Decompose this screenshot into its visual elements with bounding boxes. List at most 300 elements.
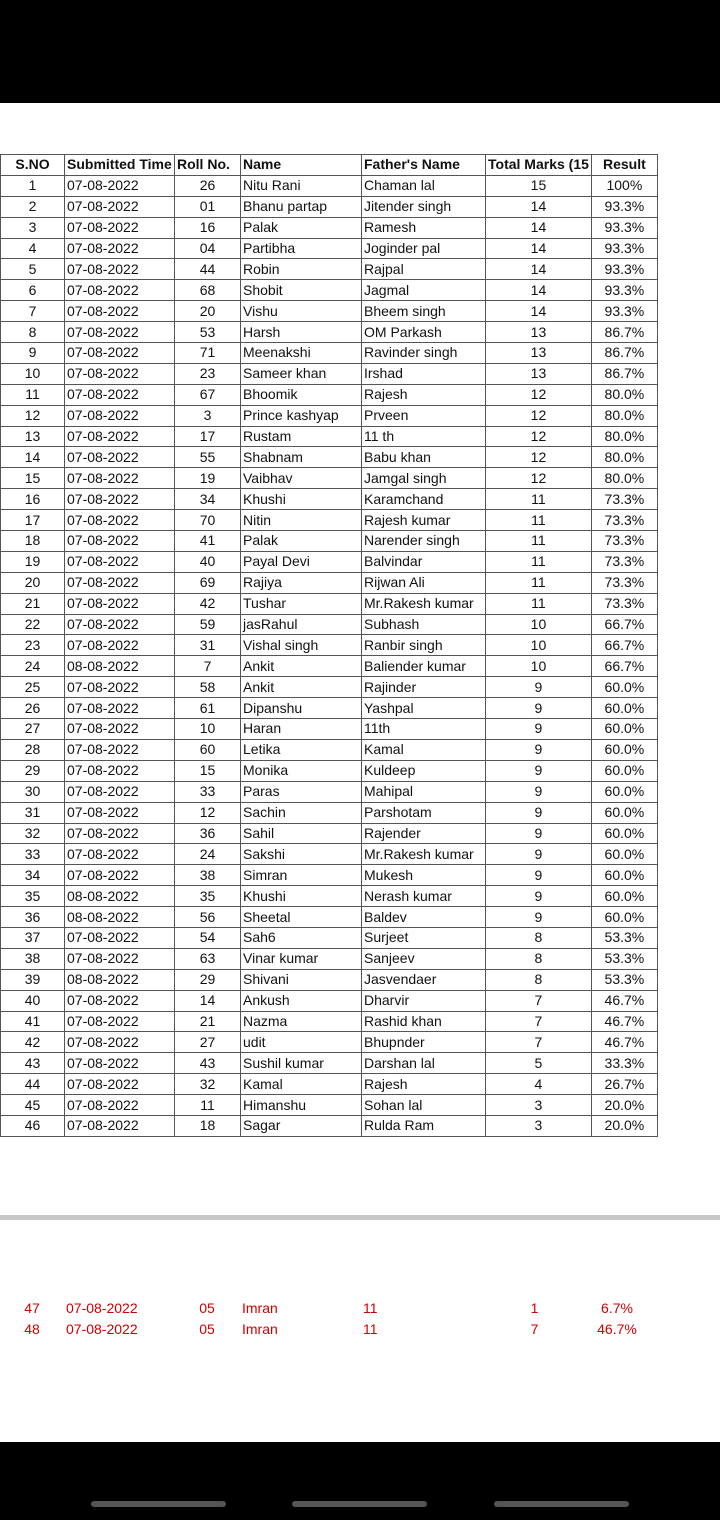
- cell-fathers-name: Kamal: [362, 739, 486, 760]
- cell-result: 93.3%: [591, 301, 657, 322]
- table-row: [1, 1095, 658, 1116]
- results-table: [0, 154, 658, 1137]
- cell-sno: 14: [1, 447, 65, 468]
- cell-sno: 15: [1, 468, 65, 489]
- cell-total-marks: 9: [486, 886, 592, 907]
- cell-roll-no: 17: [175, 426, 241, 447]
- nav-pill-right[interactable]: [494, 1501, 629, 1507]
- table-row: [1, 886, 658, 907]
- cell-total-marks: 10: [486, 656, 592, 677]
- cell-total-marks: 14: [486, 196, 592, 217]
- cell-sno: 17: [1, 510, 65, 531]
- cell-total-marks: 9: [486, 760, 592, 781]
- cell-submitted-time: 07-08-2022: [65, 802, 175, 823]
- cell-total-marks: 9: [486, 698, 592, 719]
- cell-sno: 23: [1, 635, 65, 656]
- table-row: [1, 719, 658, 740]
- cell-roll-no: 3: [175, 405, 241, 426]
- cell-total-marks: 7: [486, 990, 592, 1011]
- cell-fathers-name: Prveen: [362, 405, 486, 426]
- cell-result: 33.3%: [591, 1053, 657, 1074]
- cell-roll-no: 05: [199, 1300, 215, 1316]
- cell-sno: 43: [1, 1053, 65, 1074]
- cell-sno: 48: [24, 1321, 40, 1337]
- cell-fathers-name: OM Parkash: [362, 322, 486, 343]
- cell-total-marks: 9: [486, 677, 592, 698]
- cell-name: Nitin: [241, 510, 362, 531]
- cell-name: udit: [241, 1032, 362, 1053]
- cell-roll-no: 24: [175, 844, 241, 865]
- cell-result: 73.3%: [591, 510, 657, 531]
- cell-name: Vishu: [241, 301, 362, 322]
- cell-roll-no: 38: [175, 865, 241, 886]
- cell-roll-no: 44: [175, 259, 241, 280]
- cell-name: Vinar kumar: [241, 948, 362, 969]
- cell-fathers-name: Sohan lal: [362, 1095, 486, 1116]
- table-row: [1, 969, 658, 990]
- cell-total-marks: 3: [486, 1115, 592, 1136]
- cell-sno: 28: [1, 739, 65, 760]
- table-row: [1, 175, 658, 196]
- cell-fathers-name: Jitender singh: [362, 196, 486, 217]
- cell-fathers-name: 11th: [362, 719, 486, 740]
- cell-total-marks: 11: [486, 572, 592, 593]
- table-row: [1, 781, 658, 802]
- cell-name: Khushi: [241, 489, 362, 510]
- cell-fathers-name: Rajpal: [362, 259, 486, 280]
- cell-name: Palak: [241, 531, 362, 552]
- table-row: [1, 844, 658, 865]
- cell-submitted-time: 07-08-2022: [65, 384, 175, 405]
- cell-name: Ankit: [241, 656, 362, 677]
- cell-sno: 42: [1, 1032, 65, 1053]
- cell-roll-no: 05: [199, 1321, 215, 1337]
- cell-fathers-name: Joginder pal: [362, 238, 486, 259]
- cell-sno: 25: [1, 677, 65, 698]
- cell-roll-no: 31: [175, 635, 241, 656]
- cell-total-marks: 14: [486, 217, 592, 238]
- cell-sno: 38: [1, 948, 65, 969]
- cell-sno: 19: [1, 551, 65, 572]
- cell-sno: 33: [1, 844, 65, 865]
- cell-roll-no: 67: [175, 384, 241, 405]
- table-row: [1, 1011, 658, 1032]
- cell-name: Payal Devi: [241, 551, 362, 572]
- cell-total-marks: 7: [486, 1032, 592, 1053]
- cell-sno: 45: [1, 1095, 65, 1116]
- cell-submitted-time: 07-08-2022: [65, 531, 175, 552]
- cell-name: Robin: [241, 259, 362, 280]
- cell-name: Sah6: [241, 927, 362, 948]
- cell-result: 73.3%: [591, 572, 657, 593]
- cell-name: Vaibhav: [241, 468, 362, 489]
- table-row: [1, 865, 658, 886]
- cell-result: 80.0%: [591, 384, 657, 405]
- cell-fathers-name: Mahipal: [362, 781, 486, 802]
- cell-fathers-name: Babu khan: [362, 447, 486, 468]
- cell-fathers-name: Balvindar: [362, 551, 486, 572]
- cell-roll-no: 20: [175, 301, 241, 322]
- cell-name: Bhanu partap: [241, 196, 362, 217]
- cell-sno: 34: [1, 865, 65, 886]
- cell-total-marks: 5: [486, 1053, 592, 1074]
- cell-name: Himanshu: [241, 1095, 362, 1116]
- cell-roll-no: 63: [175, 948, 241, 969]
- cell-name: Letika: [241, 739, 362, 760]
- cell-sno: 29: [1, 760, 65, 781]
- table-row: [1, 698, 658, 719]
- cell-fathers-name: Darshan lal: [362, 1053, 486, 1074]
- cell-total-marks: 8: [486, 948, 592, 969]
- cell-roll-no: 56: [175, 907, 241, 928]
- table-row: [1, 384, 658, 405]
- header-total-marks: Total Marks (15: [486, 155, 592, 176]
- cell-roll-no: 41: [175, 531, 241, 552]
- cell-roll-no: 15: [175, 760, 241, 781]
- cell-sno: 12: [1, 405, 65, 426]
- cell-submitted-time: 07-08-2022: [65, 865, 175, 886]
- cell-name: Harsh: [241, 322, 362, 343]
- table-row: [1, 1032, 658, 1053]
- cell-roll-no: 26: [175, 175, 241, 196]
- cell-fathers-name: Bheem singh: [362, 301, 486, 322]
- cell-sno: 35: [1, 886, 65, 907]
- cell-submitted-time: 07-08-2022: [65, 489, 175, 510]
- cell-result: 80.0%: [591, 405, 657, 426]
- cell-total-marks: 14: [486, 280, 592, 301]
- cell-sno: 20: [1, 572, 65, 593]
- cell-roll-no: 60: [175, 739, 241, 760]
- cell-roll-no: 42: [175, 593, 241, 614]
- cell-sno: 7: [1, 301, 65, 322]
- cell-sno: 3: [1, 217, 65, 238]
- cell-result: 60.0%: [591, 907, 657, 928]
- cell-sno: 6: [1, 280, 65, 301]
- cell-roll-no: 35: [175, 886, 241, 907]
- table-row: [1, 551, 658, 572]
- cell-sno: 40: [1, 990, 65, 1011]
- table-row: [1, 238, 658, 259]
- cell-fathers-name: Irshad: [362, 363, 486, 384]
- table-row: [1, 510, 658, 531]
- cell-roll-no: 14: [175, 990, 241, 1011]
- cell-fathers-name: Yashpal: [362, 698, 486, 719]
- header-name: Name: [241, 155, 362, 176]
- header-result: Result: [591, 155, 657, 176]
- cell-name: Imran: [242, 1321, 278, 1337]
- cell-total-marks: 11: [486, 551, 592, 572]
- table-row: [1, 572, 658, 593]
- cell-fathers-name: Nerash kumar: [362, 886, 486, 907]
- cell-result: 73.3%: [591, 531, 657, 552]
- cell-name: Meenakshi: [241, 343, 362, 364]
- cell-fathers-name: Baliender kumar: [362, 656, 486, 677]
- cell-name: Palak: [241, 217, 362, 238]
- cell-fathers-name: Rajinder: [362, 677, 486, 698]
- cell-sno: 36: [1, 907, 65, 928]
- cell-total-marks: 12: [486, 426, 592, 447]
- cell-name: Shivani: [241, 969, 362, 990]
- cell-roll-no: 7: [175, 656, 241, 677]
- table-row: [1, 760, 658, 781]
- cell-total-marks: 12: [486, 447, 592, 468]
- cell-fathers-name: Narender singh: [362, 531, 486, 552]
- cell-sno: 37: [1, 927, 65, 948]
- cell-name: Prince kashyap: [241, 405, 362, 426]
- cell-submitted-time: 07-08-2022: [66, 1300, 138, 1316]
- cell-total-marks: 14: [486, 301, 592, 322]
- cell-total-marks: 1: [530, 1300, 539, 1316]
- cell-name: Ankush: [241, 990, 362, 1011]
- cell-name: Kamal: [241, 1074, 362, 1095]
- cell-result: 93.3%: [591, 196, 657, 217]
- cell-total-marks: 9: [486, 907, 592, 928]
- cell-sno: 41: [1, 1011, 65, 1032]
- cell-fathers-name: Karamchand: [362, 489, 486, 510]
- cell-fathers-name: Baldev: [362, 907, 486, 928]
- cell-result: 80.0%: [591, 447, 657, 468]
- cell-roll-no: 18: [175, 1115, 241, 1136]
- header-roll-no: Roll No.: [175, 155, 241, 176]
- cell-name: Simran: [241, 865, 362, 886]
- cell-total-marks: 9: [486, 802, 592, 823]
- cell-total-marks: 14: [486, 259, 592, 280]
- cell-name: Shobit: [241, 280, 362, 301]
- cell-submitted-time: 08-08-2022: [65, 656, 175, 677]
- cell-result: 73.3%: [591, 551, 657, 572]
- table-row: [1, 259, 658, 280]
- cell-roll-no: 59: [175, 614, 241, 635]
- cell-submitted-time: 08-08-2022: [65, 907, 175, 928]
- cell-fathers-name: Ramesh: [362, 217, 486, 238]
- cell-fathers-name: Subhash: [362, 614, 486, 635]
- cell-submitted-time: 07-08-2022: [65, 510, 175, 531]
- cell-total-marks: 11: [486, 593, 592, 614]
- cell-fathers-name: Rijwan Ali: [362, 572, 486, 593]
- cell-total-marks: 10: [486, 614, 592, 635]
- table-row: [1, 739, 658, 760]
- cell-sno: 10: [1, 363, 65, 384]
- cell-submitted-time: 07-08-2022: [65, 1032, 175, 1053]
- cell-fathers-name: Kuldeep: [362, 760, 486, 781]
- cell-submitted-time: 07-08-2022: [65, 405, 175, 426]
- cell-result: 66.7%: [591, 614, 657, 635]
- cell-roll-no: 68: [175, 280, 241, 301]
- cell-fathers-name: Rajesh kumar: [362, 510, 486, 531]
- cell-fathers-name: Jasvendaer: [362, 969, 486, 990]
- cell-roll-no: 01: [175, 196, 241, 217]
- cell-roll-no: 61: [175, 698, 241, 719]
- cell-result: 80.0%: [591, 426, 657, 447]
- cell-sno: 26: [1, 698, 65, 719]
- cell-fathers-name: 11: [363, 1321, 378, 1337]
- cell-fathers-name: Dharvir: [362, 990, 486, 1011]
- cell-submitted-time: 07-08-2022: [65, 196, 175, 217]
- table-row: [1, 426, 658, 447]
- cell-result: 80.0%: [591, 468, 657, 489]
- table-row: [1, 196, 658, 217]
- cell-submitted-time: 07-08-2022: [65, 1095, 175, 1116]
- cell-total-marks: 14: [486, 238, 592, 259]
- cell-result: 66.7%: [591, 635, 657, 656]
- cell-name: Sameer khan: [241, 363, 362, 384]
- cell-fathers-name: Rajesh: [362, 1074, 486, 1095]
- table-row: [1, 322, 658, 343]
- cell-total-marks: 9: [486, 865, 592, 886]
- cell-fathers-name: Rashid khan: [362, 1011, 486, 1032]
- header-sno: S.NO: [1, 155, 65, 176]
- cell-fathers-name: Ravinder singh: [362, 343, 486, 364]
- cell-name: jasRahul: [241, 614, 362, 635]
- cell-submitted-time: 08-08-2022: [65, 969, 175, 990]
- cell-name: Dipanshu: [241, 698, 362, 719]
- cell-submitted-time: 07-08-2022: [65, 301, 175, 322]
- cell-result: 46.7%: [597, 1321, 637, 1337]
- cell-name: Tushar: [241, 593, 362, 614]
- cell-roll-no: 10: [175, 719, 241, 740]
- divider: [0, 1215, 720, 1220]
- cell-result: 86.7%: [591, 322, 657, 343]
- cell-name: Paras: [241, 781, 362, 802]
- table-row: [1, 990, 658, 1011]
- table-row: [1, 405, 658, 426]
- cell-sno: 16: [1, 489, 65, 510]
- cell-result: 60.0%: [591, 677, 657, 698]
- cell-sno: 11: [1, 384, 65, 405]
- table-row: [1, 280, 658, 301]
- extra-row: [0, 1319, 650, 1340]
- cell-submitted-time: 07-08-2022: [65, 698, 175, 719]
- table-row: [1, 531, 658, 552]
- cell-fathers-name: 11: [363, 1300, 378, 1316]
- table-row: [1, 823, 658, 844]
- cell-sno: 27: [1, 719, 65, 740]
- cell-sno: 5: [1, 259, 65, 280]
- cell-roll-no: 16: [175, 217, 241, 238]
- cell-roll-no: 32: [175, 1074, 241, 1095]
- table-row: [1, 593, 658, 614]
- cell-result: 86.7%: [591, 363, 657, 384]
- cell-submitted-time: 07-08-2022: [66, 1321, 138, 1337]
- cell-result: 60.0%: [591, 865, 657, 886]
- cell-sno: 1: [1, 175, 65, 196]
- cell-submitted-time: 07-08-2022: [65, 175, 175, 196]
- cell-roll-no: 12: [175, 802, 241, 823]
- cell-submitted-time: 07-08-2022: [65, 1115, 175, 1136]
- cell-submitted-time: 07-08-2022: [65, 238, 175, 259]
- cell-result: 60.0%: [591, 760, 657, 781]
- table-row: [1, 1074, 658, 1095]
- cell-sno: 22: [1, 614, 65, 635]
- cell-result: 93.3%: [591, 217, 657, 238]
- table-row: [1, 802, 658, 823]
- cell-result: 60.0%: [591, 802, 657, 823]
- extra-rows-table: [0, 1298, 650, 1340]
- cell-total-marks: 10: [486, 635, 592, 656]
- cell-result: 20.0%: [591, 1115, 657, 1136]
- cell-submitted-time: 07-08-2022: [65, 259, 175, 280]
- cell-total-marks: 9: [486, 844, 592, 865]
- cell-sno: 44: [1, 1074, 65, 1095]
- cell-total-marks: 9: [486, 739, 592, 760]
- status-bar-area: [0, 0, 720, 103]
- cell-submitted-time: 07-08-2022: [65, 217, 175, 238]
- cell-name: Bhoomik: [241, 384, 362, 405]
- cell-fathers-name: Rajender: [362, 823, 486, 844]
- cell-submitted-time: 07-08-2022: [65, 948, 175, 969]
- cell-result: 93.3%: [591, 259, 657, 280]
- cell-fathers-name: Bhupnder: [362, 1032, 486, 1053]
- nav-pill-center[interactable]: [292, 1501, 427, 1507]
- cell-result: 60.0%: [591, 719, 657, 740]
- table-row: [1, 614, 658, 635]
- cell-submitted-time: 07-08-2022: [65, 844, 175, 865]
- cell-roll-no: 29: [175, 969, 241, 990]
- cell-submitted-time: 07-08-2022: [65, 614, 175, 635]
- table-row: [1, 363, 658, 384]
- cell-fathers-name: Chaman lal: [362, 175, 486, 196]
- cell-total-marks: 7: [486, 1011, 592, 1032]
- cell-roll-no: 19: [175, 468, 241, 489]
- cell-total-marks: 13: [486, 343, 592, 364]
- cell-total-marks: 12: [486, 468, 592, 489]
- header-fathers-name: Father's Name: [362, 155, 486, 176]
- cell-submitted-time: 07-08-2022: [65, 760, 175, 781]
- cell-result: 60.0%: [591, 781, 657, 802]
- cell-total-marks: 12: [486, 405, 592, 426]
- cell-name: Haran: [241, 719, 362, 740]
- cell-roll-no: 33: [175, 781, 241, 802]
- cell-total-marks: 11: [486, 489, 592, 510]
- cell-fathers-name: Jagmal: [362, 280, 486, 301]
- table-row: [1, 677, 658, 698]
- cell-total-marks: 15: [486, 175, 592, 196]
- cell-sno: 32: [1, 823, 65, 844]
- cell-result: 53.3%: [591, 948, 657, 969]
- cell-sno: 8: [1, 322, 65, 343]
- cell-result: 20.0%: [591, 1095, 657, 1116]
- table-row: [1, 656, 658, 677]
- cell-result: 46.7%: [591, 990, 657, 1011]
- cell-result: 73.3%: [591, 593, 657, 614]
- cell-sno: 47: [24, 1300, 40, 1316]
- cell-roll-no: 71: [175, 343, 241, 364]
- cell-roll-no: 54: [175, 927, 241, 948]
- cell-total-marks: 11: [486, 510, 592, 531]
- cell-submitted-time: 07-08-2022: [65, 719, 175, 740]
- table-row: [1, 489, 658, 510]
- cell-result: 93.3%: [591, 238, 657, 259]
- cell-submitted-time: 07-08-2022: [65, 426, 175, 447]
- cell-name: Nazma: [241, 1011, 362, 1032]
- table-row: [1, 217, 658, 238]
- table-row: [1, 948, 658, 969]
- navigation-bar: [0, 1442, 720, 1520]
- cell-submitted-time: 07-08-2022: [65, 1053, 175, 1074]
- cell-fathers-name: 11 th: [362, 426, 486, 447]
- cell-name: Sahil: [241, 823, 362, 844]
- cell-name: Shabnam: [241, 447, 362, 468]
- cell-result: 100%: [591, 175, 657, 196]
- cell-name: Sagar: [241, 1115, 362, 1136]
- nav-pill-left[interactable]: [91, 1501, 226, 1507]
- cell-roll-no: 58: [175, 677, 241, 698]
- cell-result: 46.7%: [591, 1011, 657, 1032]
- cell-submitted-time: 07-08-2022: [65, 363, 175, 384]
- cell-total-marks: 7: [530, 1321, 539, 1337]
- cell-submitted-time: 07-08-2022: [65, 990, 175, 1011]
- cell-total-marks: 12: [486, 384, 592, 405]
